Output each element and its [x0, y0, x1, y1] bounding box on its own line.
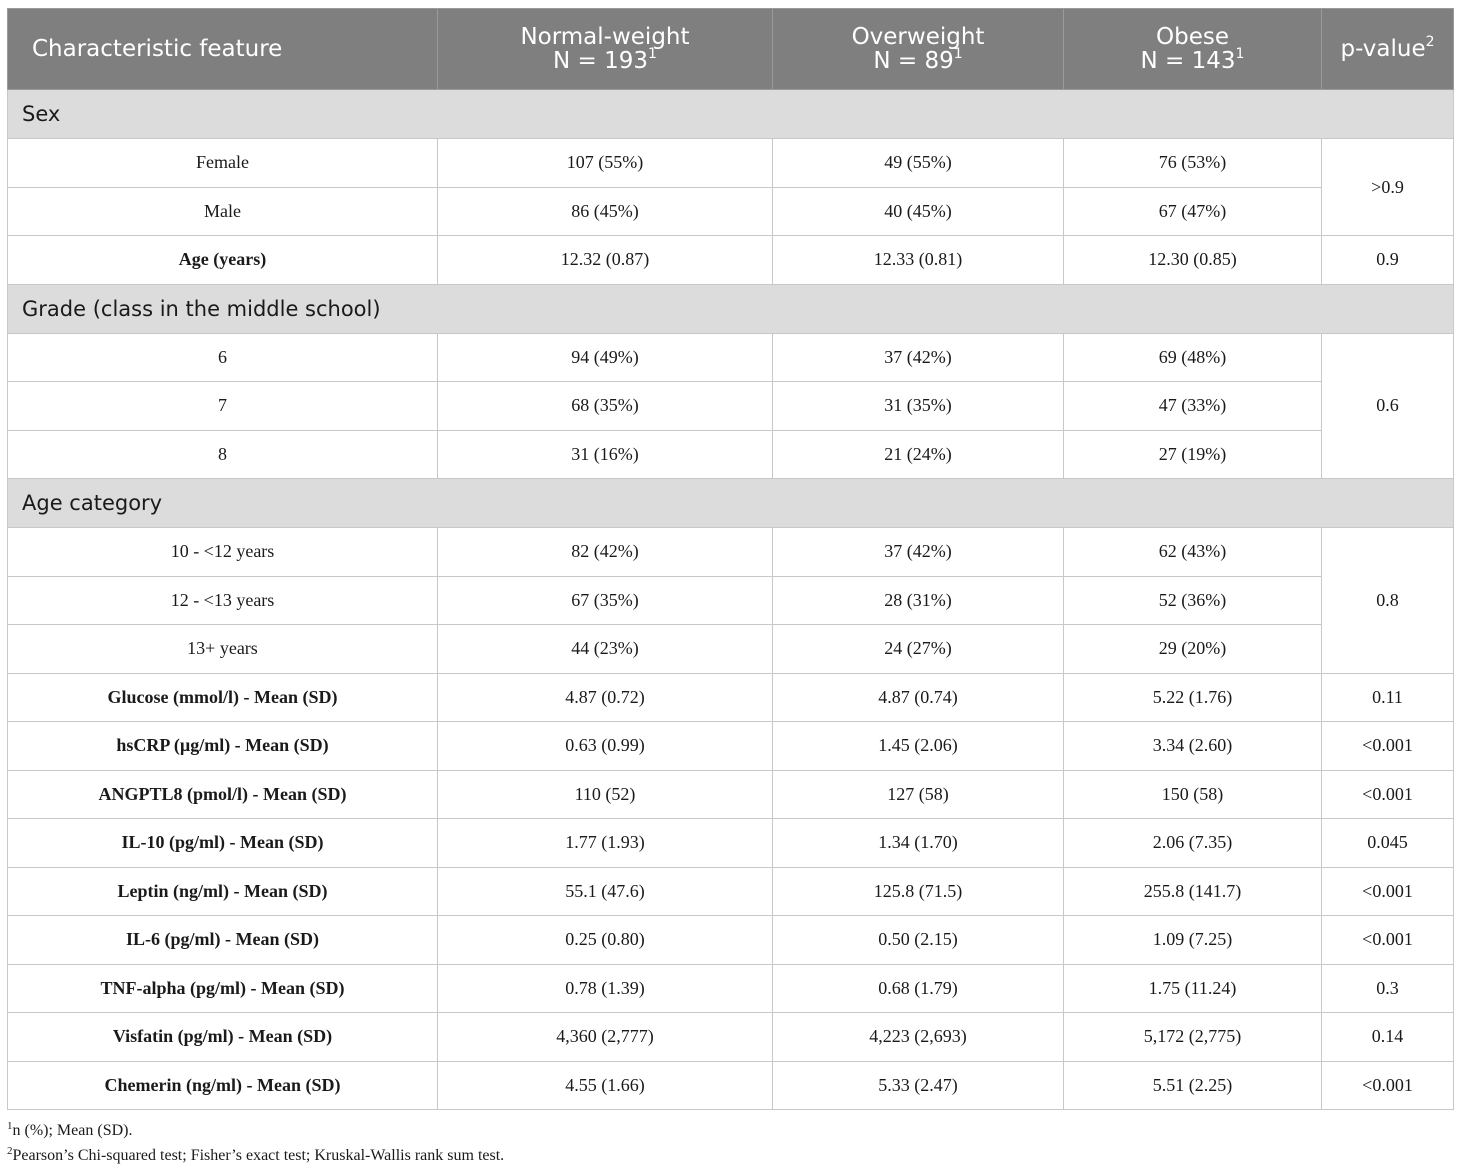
table-row [8, 187, 1454, 236]
table-cell: 4,223 (2,693) [773, 1013, 1064, 1062]
table-cell: hsCRP (µg/ml) - Mean (SD) [8, 722, 438, 771]
table-cell: 1.09 (7.25) [1064, 916, 1322, 965]
table-cell: 76 (53%) [1064, 139, 1322, 188]
table-cell: 4.87 (0.72) [438, 673, 773, 722]
table-cell: 7 [8, 382, 438, 431]
table-cell: 0.68 (1.79) [773, 964, 1064, 1013]
table-cell: 4.55 (1.66) [438, 1061, 773, 1110]
table-cell: 1.34 (1.70) [773, 819, 1064, 868]
table-cell: 67 (35%) [438, 576, 773, 625]
table-cell: 55.1 (47.6) [438, 867, 773, 916]
table-cell: 125.8 (71.5) [773, 867, 1064, 916]
table-cell: 0.14 [1322, 1013, 1454, 1062]
table-row [8, 430, 1454, 479]
table-cell: 5.33 (2.47) [773, 1061, 1064, 1110]
table-cell: Glucose (mmol/l) - Mean (SD) [8, 673, 438, 722]
header-obese: Obese $N = 143^1$ [1064, 9, 1322, 90]
table-cell: 10 - <12 years [8, 528, 438, 577]
table-row [8, 770, 1454, 819]
table-cell: 1.45 (2.06) [773, 722, 1064, 771]
footnotes [7, 1118, 1453, 1168]
table-cell: Age (years) [8, 236, 438, 285]
table-cell: 62 (43%) [1064, 528, 1322, 577]
header-overweight: Overweight $N = 89^1$ [773, 9, 1064, 90]
table-cell: <0.001 [1322, 916, 1454, 965]
table-cell: 13+ years [8, 625, 438, 674]
table-cell: <0.001 [1322, 1061, 1454, 1110]
table-cell: 21 (24%) [773, 430, 1064, 479]
table-row [8, 1061, 1454, 1110]
table-cell: IL-10 (pg/ml) - Mean (SD) [8, 819, 438, 868]
header-row [8, 9, 1454, 90]
table-cell: 31 (35%) [773, 382, 1064, 431]
table-row [8, 576, 1454, 625]
table-cell: 12.30 (0.85) [1064, 236, 1322, 285]
table-cell: 29 (20%) [1064, 625, 1322, 674]
p-value-cell: 0.8 [1322, 528, 1454, 674]
table-cell: TNF-alpha (pg/ml) - Mean (SD) [8, 964, 438, 1013]
table-cell: 0.25 (0.80) [438, 916, 773, 965]
table-cell: 12 - <13 years [8, 576, 438, 625]
table-cell: 27 (19%) [1064, 430, 1322, 479]
table-cell: 110 (52) [438, 770, 773, 819]
table-row [8, 916, 1454, 965]
table-cell: 6 [8, 333, 438, 382]
table-cell: 69 (48%) [1064, 333, 1322, 382]
table-row [8, 819, 1454, 868]
table-cell: 107 (55%) [438, 139, 773, 188]
table-cell: 0.045 [1322, 819, 1454, 868]
header-normal-weight: Normal-weight $N = 193^1$ [438, 9, 773, 90]
table-cell: 2.06 (7.35) [1064, 819, 1322, 868]
table-cell: Sex [8, 90, 1454, 139]
table-cell: 52 (36%) [1064, 576, 1322, 625]
table-cell: ANGPTL8 (pmol/l) - Mean (SD) [8, 770, 438, 819]
section-row-sex [8, 90, 1454, 139]
table-cell: 1.77 (1.93) [438, 819, 773, 868]
table-cell: Visfatin (pg/ml) - Mean (SD) [8, 1013, 438, 1062]
table-cell: 40 (45%) [773, 187, 1064, 236]
table-cell: Grade (class in the middle school) [8, 284, 1454, 333]
table-cell: 0.3 [1322, 964, 1454, 1013]
characteristics-table [7, 8, 1454, 1110]
table-cell: Age category [8, 479, 1454, 528]
table-cell: 127 (58) [773, 770, 1064, 819]
table-cell: 3.34 (2.60) [1064, 722, 1322, 771]
table-cell: 86 (45%) [438, 187, 773, 236]
table-cell: 12.33 (0.81) [773, 236, 1064, 285]
table-row [8, 964, 1454, 1013]
table-cell: Female [8, 139, 438, 188]
table-cell: <0.001 [1322, 867, 1454, 916]
table-cell: 67 (47%) [1064, 187, 1322, 236]
table-row [8, 528, 1454, 577]
header-characteristic: Characteristic feature [8, 9, 438, 90]
table-cell: 255.8 (141.7) [1064, 867, 1322, 916]
table-cell: Male [8, 187, 438, 236]
table-cell: 0.78 (1.39) [438, 964, 773, 1013]
table-row [8, 139, 1454, 188]
table-cell: 0.11 [1322, 673, 1454, 722]
section-row-grade [8, 284, 1454, 333]
table-cell: 28 (31%) [773, 576, 1064, 625]
table-cell: <0.001 [1322, 770, 1454, 819]
p-value-cell: >0.9 [1322, 139, 1454, 236]
table-cell: Leptin (ng/ml) - Mean (SD) [8, 867, 438, 916]
table-cell: 5.51 (2.25) [1064, 1061, 1322, 1110]
table-cell: IL-6 (pg/ml) - Mean (SD) [8, 916, 438, 965]
table-cell: 37 (42%) [773, 333, 1064, 382]
table-cell: 0.50 (2.15) [773, 916, 1064, 965]
table-cell: 5,172 (2,775) [1064, 1013, 1322, 1062]
table-cell: 0.63 (0.99) [438, 722, 773, 771]
table-container [7, 8, 1453, 1168]
table-cell: 12.32 (0.87) [438, 236, 773, 285]
table-cell: Chemerin (ng/ml) - Mean (SD) [8, 1061, 438, 1110]
table-cell: <0.001 [1322, 722, 1454, 771]
table-cell: 37 (42%) [773, 528, 1064, 577]
table-row [8, 625, 1454, 674]
table-row [8, 673, 1454, 722]
table-cell: 49 (55%) [773, 139, 1064, 188]
table-cell: 44 (23%) [438, 625, 773, 674]
footnote-1: $^1$n (%); Mean (SD). [7, 1120, 133, 1139]
section-row-age-category [8, 479, 1454, 528]
table-cell: 24 (27%) [773, 625, 1064, 674]
table-row [8, 382, 1454, 431]
p-value-cell: 0.6 [1322, 333, 1454, 479]
header-p-value: p-value$^2$ [1322, 9, 1454, 90]
table-row [8, 333, 1454, 382]
table-cell: 68 (35%) [438, 382, 773, 431]
table-cell: 5.22 (1.76) [1064, 673, 1322, 722]
table-cell: 31 (16%) [438, 430, 773, 479]
table-cell: 4,360 (2,777) [438, 1013, 773, 1062]
table-row [8, 1013, 1454, 1062]
table-cell: 8 [8, 430, 438, 479]
table-row [8, 867, 1454, 916]
table-row [8, 236, 1454, 285]
table-cell: 47 (33%) [1064, 382, 1322, 431]
table-cell: 0.9 [1322, 236, 1454, 285]
table-row [8, 722, 1454, 771]
footnote-2: $^2$Pearson’s Chi-squared test; Fisher’s exact test; Kruskal-Wallis rank sum test. [7, 1145, 505, 1164]
table-cell: 94 (49%) [438, 333, 773, 382]
table-cell: 4.87 (0.74) [773, 673, 1064, 722]
table-cell: 1.75 (11.24) [1064, 964, 1322, 1013]
table-cell: 82 (42%) [438, 528, 773, 577]
table-cell: 150 (58) [1064, 770, 1322, 819]
